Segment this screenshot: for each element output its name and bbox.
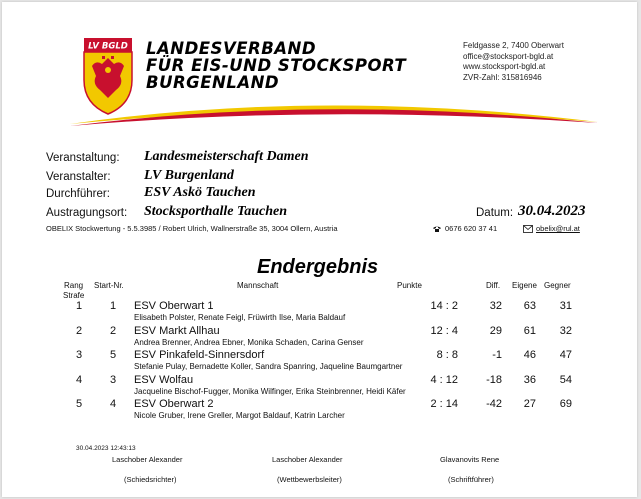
austragungsort-value: Stocksporthalle Tauchen bbox=[144, 204, 288, 219]
veranstaltung-label: Veranstaltung: bbox=[46, 152, 120, 164]
row-rang: 2 bbox=[76, 324, 83, 337]
row-team: ESV Wolfau bbox=[134, 373, 194, 386]
durchfuehrer-label: Durchführer: bbox=[46, 188, 110, 200]
row-eigene: 61 bbox=[523, 324, 536, 337]
row-start-nr: 2 bbox=[110, 324, 117, 337]
veranstalter-value: LV Burgenland bbox=[144, 168, 234, 183]
row-punkte: 8 : 8 bbox=[436, 349, 458, 361]
datum-value: 30.04.2023 bbox=[518, 203, 586, 219]
phone-number: 0676 620 37 41 bbox=[445, 224, 498, 233]
row-team: ESV Markt Allhau bbox=[134, 324, 220, 337]
row-team: ESV Oberwart 2 bbox=[134, 398, 214, 410]
org-name-line-1: LANDESVERBAND bbox=[146, 39, 317, 58]
signature-name-2: Laschober Alexander bbox=[272, 455, 343, 464]
row-punkte: 14 : 2 bbox=[430, 300, 458, 312]
header-swoosh bbox=[62, 92, 602, 132]
row-gegner: 54 bbox=[559, 373, 572, 386]
row-gegner: 47 bbox=[559, 349, 572, 361]
row-team: ESV Oberwart 1 bbox=[134, 300, 214, 312]
row-diff: 29 bbox=[489, 324, 502, 337]
row-rang: 1 bbox=[76, 300, 83, 312]
row-eigene: 36 bbox=[523, 373, 536, 386]
durchfuehrer-value: ESV Askö Tauchen bbox=[144, 185, 256, 200]
col-gegner: Gegner bbox=[544, 281, 571, 290]
row-diff: -18 bbox=[486, 373, 502, 386]
row-eigene: 63 bbox=[523, 300, 536, 312]
org-name-line-3: BURGENLAND bbox=[146, 73, 280, 92]
col-start-nr: Start-Nr. bbox=[94, 281, 124, 290]
row-punkte: 2 : 14 bbox=[430, 398, 458, 410]
address-line-1: Feldgasse 2, 7400 Oberwart bbox=[463, 41, 564, 50]
address-line-2: office@stocksport-bgld.at bbox=[463, 51, 554, 61]
col-diff: Diff. bbox=[486, 281, 501, 290]
col-eigene: Eigene bbox=[512, 281, 537, 290]
address-line-3: www.stocksport-bgld.at bbox=[463, 62, 546, 71]
veranstaltung-value: Landesmeisterschaft Damen bbox=[144, 149, 309, 164]
row-eigene: 46 bbox=[523, 349, 536, 361]
col-strafe: Strafe bbox=[63, 291, 85, 300]
col-punkte: Punkte bbox=[397, 281, 422, 290]
row-eigene: 27 bbox=[523, 398, 536, 410]
signature-role-2: (Wettbewerbsleiter) bbox=[277, 475, 342, 484]
row-start-nr: 1 bbox=[110, 300, 117, 312]
row-rang: 3 bbox=[76, 349, 83, 361]
row-punkte: 12 : 4 bbox=[430, 324, 458, 337]
row-members: Nicole Gruber, Irene Greller, Margot Baldauf, Katrin Larcher bbox=[134, 411, 345, 420]
row-start-nr: 4 bbox=[110, 398, 117, 410]
row-start-nr: 3 bbox=[110, 373, 117, 386]
mail-icon bbox=[523, 225, 533, 233]
row-members: Stefanie Pulay, Bernadette Koller, Sandra Spanring, Jaqueline Baumgartner bbox=[134, 362, 403, 371]
signature-role-1: (Schiedsrichter) bbox=[124, 475, 177, 484]
row-rang: 4 bbox=[76, 373, 83, 386]
row-diff: -1 bbox=[492, 349, 502, 361]
col-mannschaft: Mannschaft bbox=[237, 281, 279, 290]
row-start-nr: 5 bbox=[110, 349, 117, 361]
result-title: Endergebnis bbox=[257, 256, 379, 278]
row-gegner: 69 bbox=[559, 398, 572, 410]
austragungsort-label: Austragungsort: bbox=[46, 207, 128, 219]
veranstalter-label: Veranstalter: bbox=[46, 171, 111, 183]
datum-label: Datum: bbox=[476, 207, 514, 219]
email-link[interactable]: obelix@rul.at bbox=[536, 224, 580, 233]
document-page bbox=[2, 2, 637, 497]
address-line-4: ZVR-Zahl: 315816946 bbox=[463, 72, 542, 82]
row-members: Andrea Brenner, Andrea Ebner, Monika Schaden, Carina Genser bbox=[134, 337, 364, 347]
row-gegner: 31 bbox=[559, 300, 572, 312]
phone-icon bbox=[432, 225, 442, 233]
logo-text: LV BGLD bbox=[88, 41, 128, 52]
signature-role-3: (Schriftführer) bbox=[448, 475, 494, 484]
row-punkte: 4 : 12 bbox=[430, 373, 458, 386]
col-rang: Rang bbox=[64, 281, 84, 290]
row-team: ESV Pinkafeld-Sinnersdorf bbox=[134, 349, 265, 361]
software-credit: OBELIX Stockwertung - 5.5.3985 / Robert Ulrich, Wallnerstraße 35, 3004 Ollern, Austria bbox=[46, 224, 338, 233]
signature-name-1: Laschober Alexander bbox=[112, 455, 183, 464]
row-rang: 5 bbox=[76, 398, 83, 410]
print-timestamp: 30.04.2023 12:43:13 bbox=[76, 445, 136, 452]
row-diff: -42 bbox=[486, 398, 502, 410]
row-gegner: 32 bbox=[559, 324, 572, 337]
org-name-line-2: FÜR EIS-UND STOCKSPORT bbox=[146, 56, 407, 75]
signature-name-3: Glavanovits Rene bbox=[440, 455, 500, 464]
row-diff: 32 bbox=[489, 300, 502, 312]
row-members: Elisabeth Polster, Renate Feigl, Früwirth Ilse, Maria Baldauf bbox=[134, 313, 346, 322]
row-members: Jacqueline Bischof-Fugger, Monika Wilfinger, Erika Steinbrenner, Heidi Käfer bbox=[134, 386, 406, 396]
